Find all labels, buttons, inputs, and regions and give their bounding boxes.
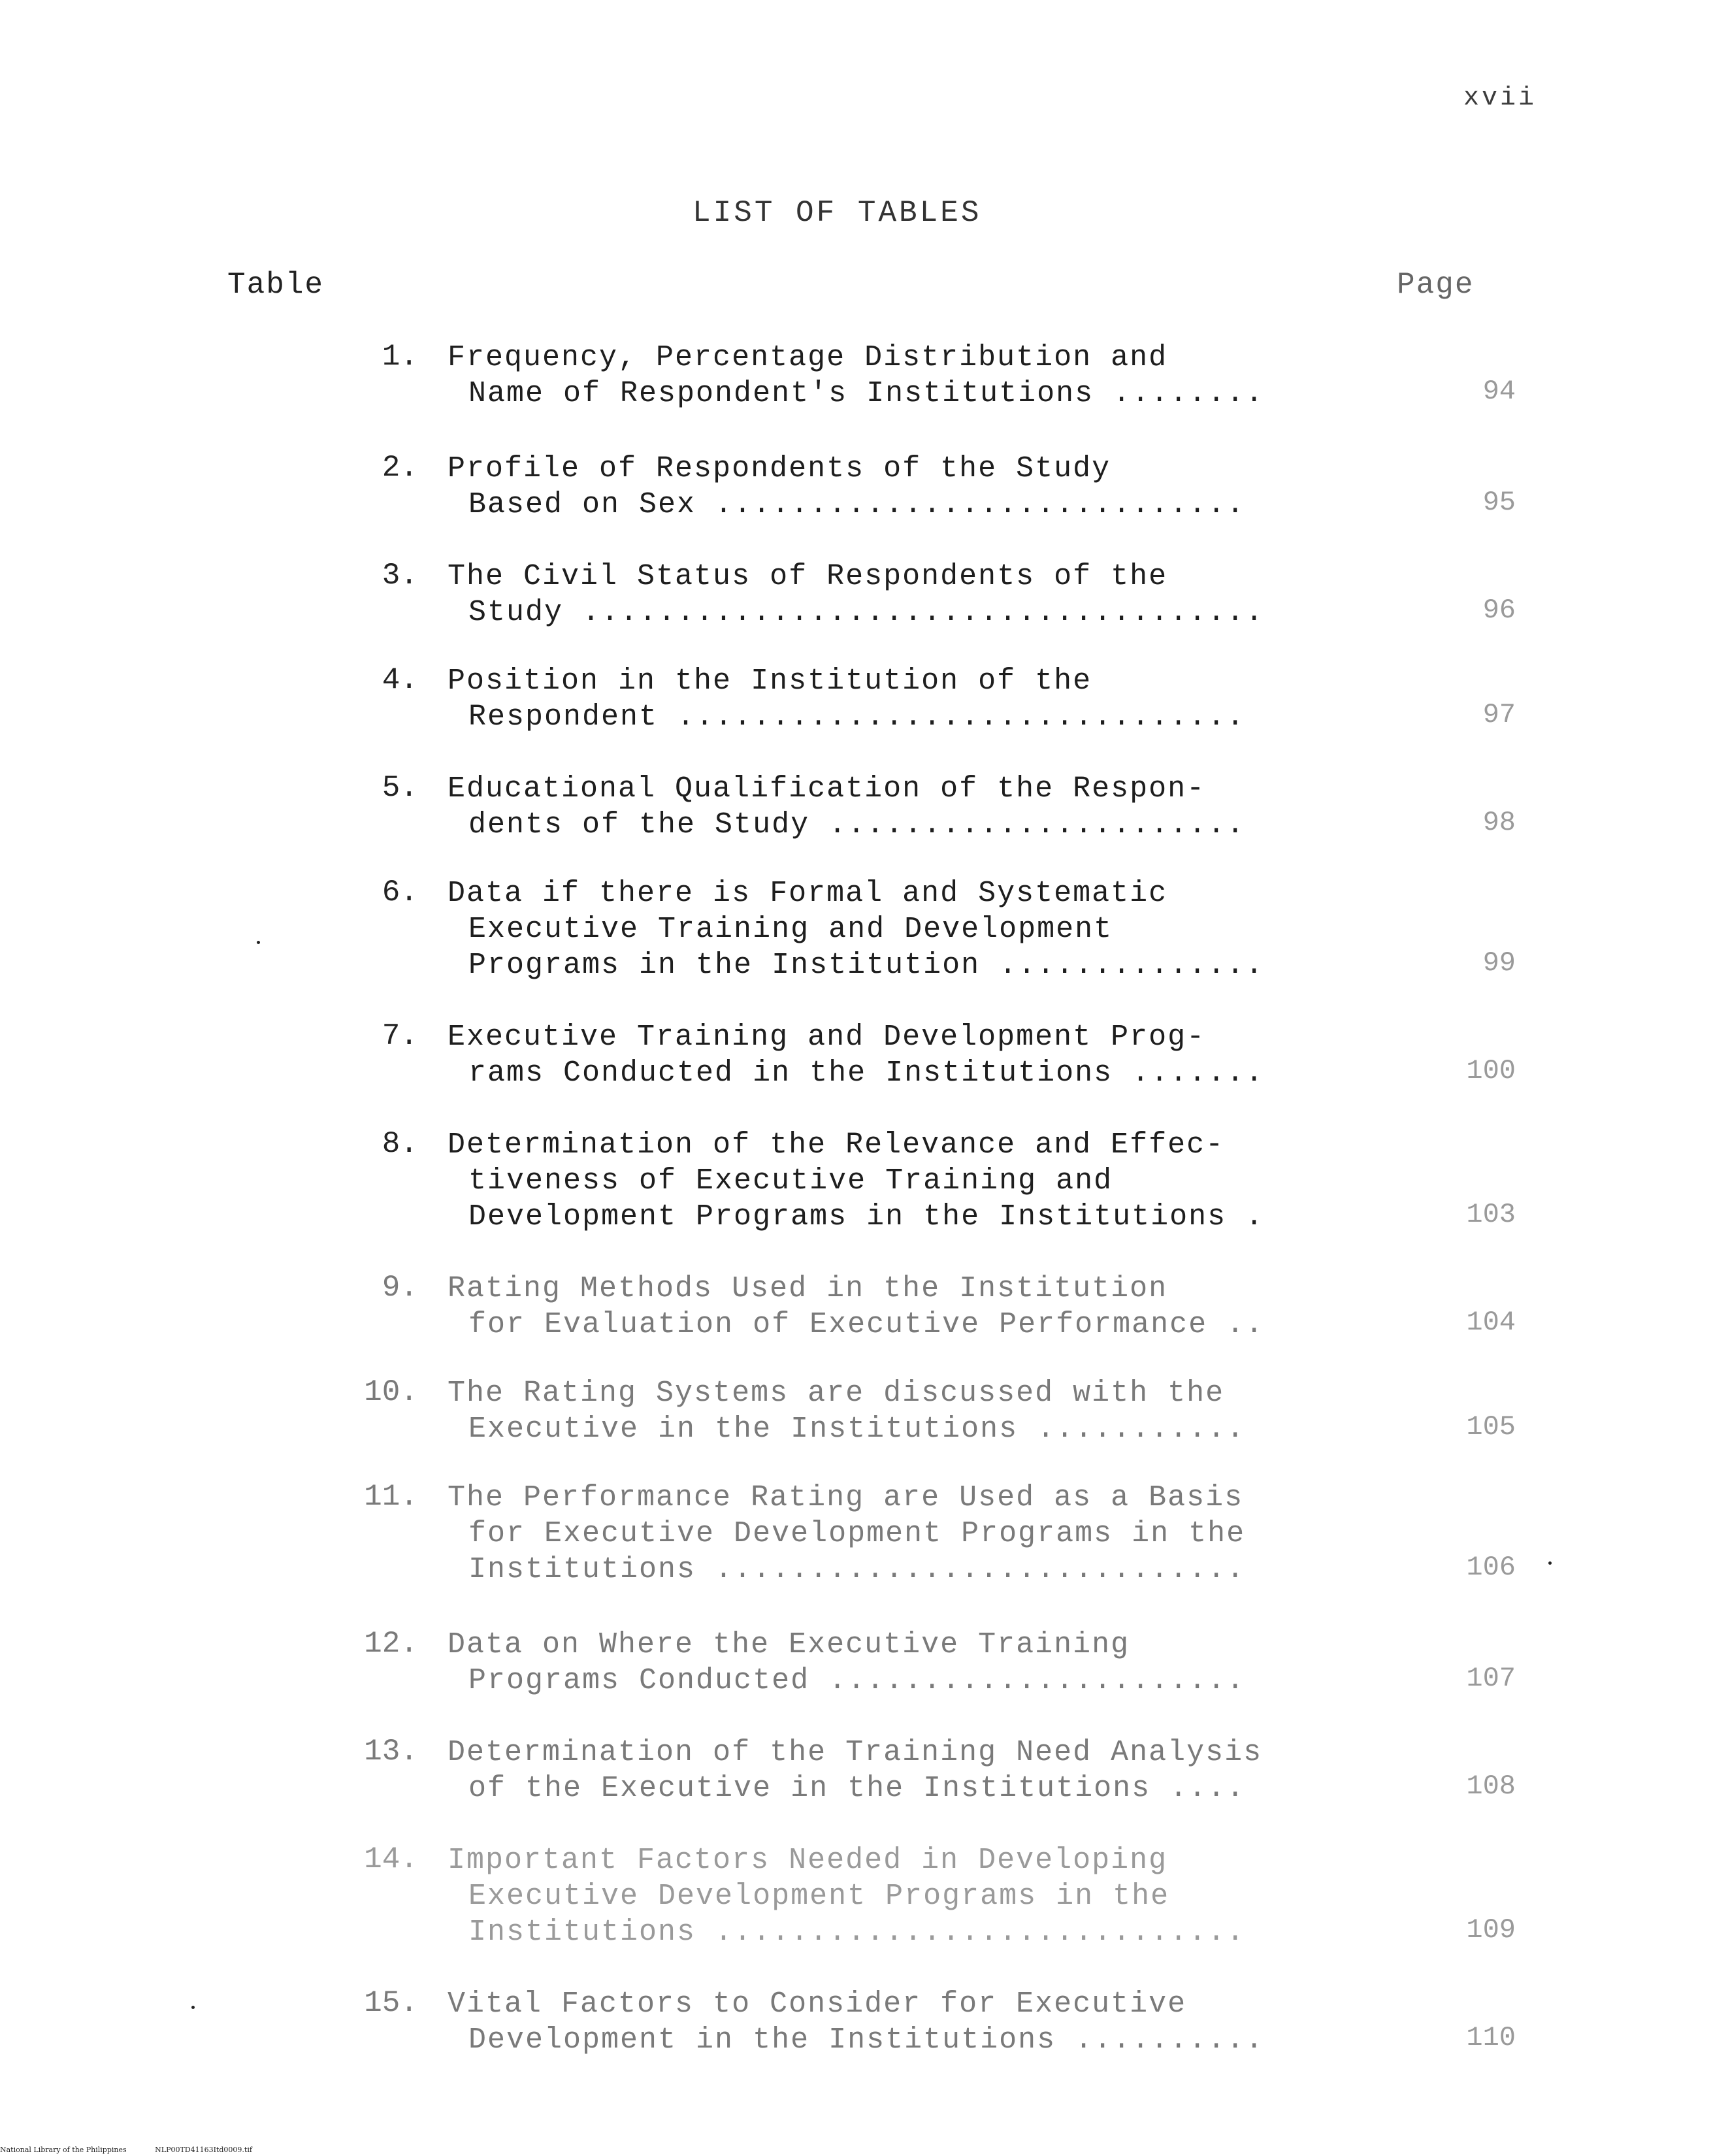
entry-title-line: Programs in the Institution .............. bbox=[468, 949, 1265, 982]
entry-title-line: Determination of the Relevance and Effec- bbox=[448, 1128, 1225, 1162]
entry-number: 14. bbox=[364, 1842, 418, 1876]
entry-number: 5. bbox=[382, 771, 418, 805]
entry-page: 99 bbox=[1482, 947, 1516, 979]
scan-speck bbox=[1548, 1561, 1552, 1565]
entry-title-line: Educational Qualification of the Respon- bbox=[448, 772, 1206, 806]
entry-title-line: for Evaluation of Executive Performance .. bbox=[468, 1308, 1265, 1341]
entry-number: 6. bbox=[382, 875, 418, 909]
entry-title bbox=[448, 1735, 1441, 1806]
entry-title-line: Programs Conducted ...................... bbox=[468, 1664, 1246, 1697]
entry-page: 105 bbox=[1466, 1411, 1516, 1443]
entry-number: 3. bbox=[382, 559, 418, 593]
entry-page: 109 bbox=[1466, 1914, 1516, 1946]
entry-title bbox=[448, 559, 1441, 630]
entry-title-line: Executive Development Programs in the bbox=[468, 1880, 1170, 1913]
entry-number: 12. bbox=[364, 1627, 418, 1661]
entry-title-line: Important Factors Needed in Developing bbox=[448, 1844, 1168, 1877]
page-number: xvii bbox=[1463, 84, 1537, 113]
entry-title-line: Determination of the Training Need Analysis bbox=[448, 1736, 1263, 1769]
entry-number: 7. bbox=[382, 1019, 418, 1053]
entry-number: 9. bbox=[382, 1271, 418, 1305]
entry-page: 104 bbox=[1466, 1307, 1516, 1338]
scan-speck bbox=[191, 2006, 195, 2009]
entry-number: 13. bbox=[364, 1735, 418, 1769]
entry-page: 97 bbox=[1482, 699, 1516, 730]
entry-title-line: Position in the Institution of the bbox=[448, 664, 1092, 698]
entry-number: 11. bbox=[364, 1480, 418, 1514]
entry-page: 110 bbox=[1466, 2022, 1516, 2053]
entry-title-line: The Performance Rating are Used as a Basis bbox=[448, 1481, 1244, 1514]
entry-number: 1. bbox=[382, 340, 418, 374]
scan-footer bbox=[0, 2146, 278, 2154]
entry-number: 2. bbox=[382, 451, 418, 485]
entry-title-line: Executive in the Institutions ........... bbox=[468, 1413, 1246, 1446]
entry-title-line: Development Programs in the Institutions . bbox=[468, 1200, 1265, 1233]
entry-page: 94 bbox=[1482, 376, 1516, 407]
entry-title bbox=[448, 1842, 1441, 1950]
entry-page: 98 bbox=[1482, 807, 1516, 838]
entry-title-line: Name of Respondent's Institutions ........ bbox=[468, 377, 1265, 410]
entry-title-line: Executive Training and Development bbox=[468, 913, 1113, 946]
entry-title-line: Executive Training and Development Prog- bbox=[448, 1021, 1206, 1054]
entry-page: 100 bbox=[1466, 1055, 1516, 1086]
entry-title bbox=[448, 1127, 1441, 1235]
entry-title-line: The Civil Status of Respondents of the bbox=[448, 560, 1168, 593]
entry-number: 15. bbox=[364, 1986, 418, 2020]
entry-title-line: tiveness of Executive Training and bbox=[468, 1164, 1113, 1198]
entry-title-line: rams Conducted in the Institutions ....... bbox=[468, 1056, 1265, 1090]
entry-title-line: Data if there is Formal and Systematic bbox=[448, 877, 1168, 910]
entry-title bbox=[448, 451, 1441, 523]
entry-page: 108 bbox=[1466, 1771, 1516, 1802]
entry-title-line: Profile of Respondents of the Study bbox=[448, 452, 1111, 485]
entry-page: 96 bbox=[1482, 595, 1516, 626]
entry-title bbox=[448, 771, 1441, 843]
entry-title bbox=[448, 1271, 1441, 1343]
entry-page: 95 bbox=[1482, 487, 1516, 518]
entry-title bbox=[448, 875, 1441, 983]
entry-title bbox=[448, 1986, 1441, 2058]
entry-page: 106 bbox=[1466, 1552, 1516, 1583]
entry-title-line: for Executive Development Programs in the bbox=[468, 1517, 1246, 1550]
entry-title bbox=[448, 340, 1441, 412]
entry-title bbox=[448, 1375, 1441, 1447]
entry-page: 107 bbox=[1466, 1663, 1516, 1694]
page-title: LIST OF TABLES bbox=[693, 196, 982, 230]
entry-title bbox=[448, 1480, 1441, 1588]
entry-title-line: Study .................................... bbox=[468, 596, 1265, 629]
entry-title-line: Institutions ............................ bbox=[468, 1916, 1246, 1949]
entry-title-line: dents of the Study ...................... bbox=[468, 808, 1246, 841]
footer-library: National Library of the Philippines bbox=[0, 2146, 127, 2154]
entry-number: 8. bbox=[382, 1127, 418, 1161]
entry-number: 4. bbox=[382, 663, 418, 697]
table-column-header: Table bbox=[227, 268, 325, 302]
entry-title bbox=[448, 1019, 1441, 1091]
page-column-header: Page bbox=[1397, 268, 1475, 302]
entry-title-line: Frequency, Percentage Distribution and bbox=[448, 341, 1168, 374]
entry-title-line: Data on Where the Executive Training bbox=[448, 1628, 1130, 1661]
entry-title bbox=[448, 663, 1441, 735]
entry-number: 10. bbox=[364, 1375, 418, 1409]
entry-page: 103 bbox=[1466, 1199, 1516, 1230]
footer-file: NLP00TD41163Itd0009.tif bbox=[155, 2146, 252, 2154]
scan-speck bbox=[257, 941, 260, 944]
entry-title-line: Institutions ............................ bbox=[468, 1553, 1246, 1586]
entry-title-line: Rating Methods Used in the Institution bbox=[448, 1272, 1168, 1305]
entry-title-line: Respondent .............................. bbox=[468, 700, 1246, 734]
entry-title-line: Based on Sex ............................ bbox=[468, 488, 1246, 521]
entry-title bbox=[448, 1627, 1441, 1699]
entry-title-line: of the Executive in the Institutions .... bbox=[468, 1772, 1246, 1805]
entry-title-line: The Rating Systems are discussed with the bbox=[448, 1377, 1225, 1410]
entry-title-line: Development in the Institutions .......... bbox=[468, 2023, 1265, 2057]
entry-title-line: Vital Factors to Consider for Executive bbox=[448, 1987, 1187, 2021]
